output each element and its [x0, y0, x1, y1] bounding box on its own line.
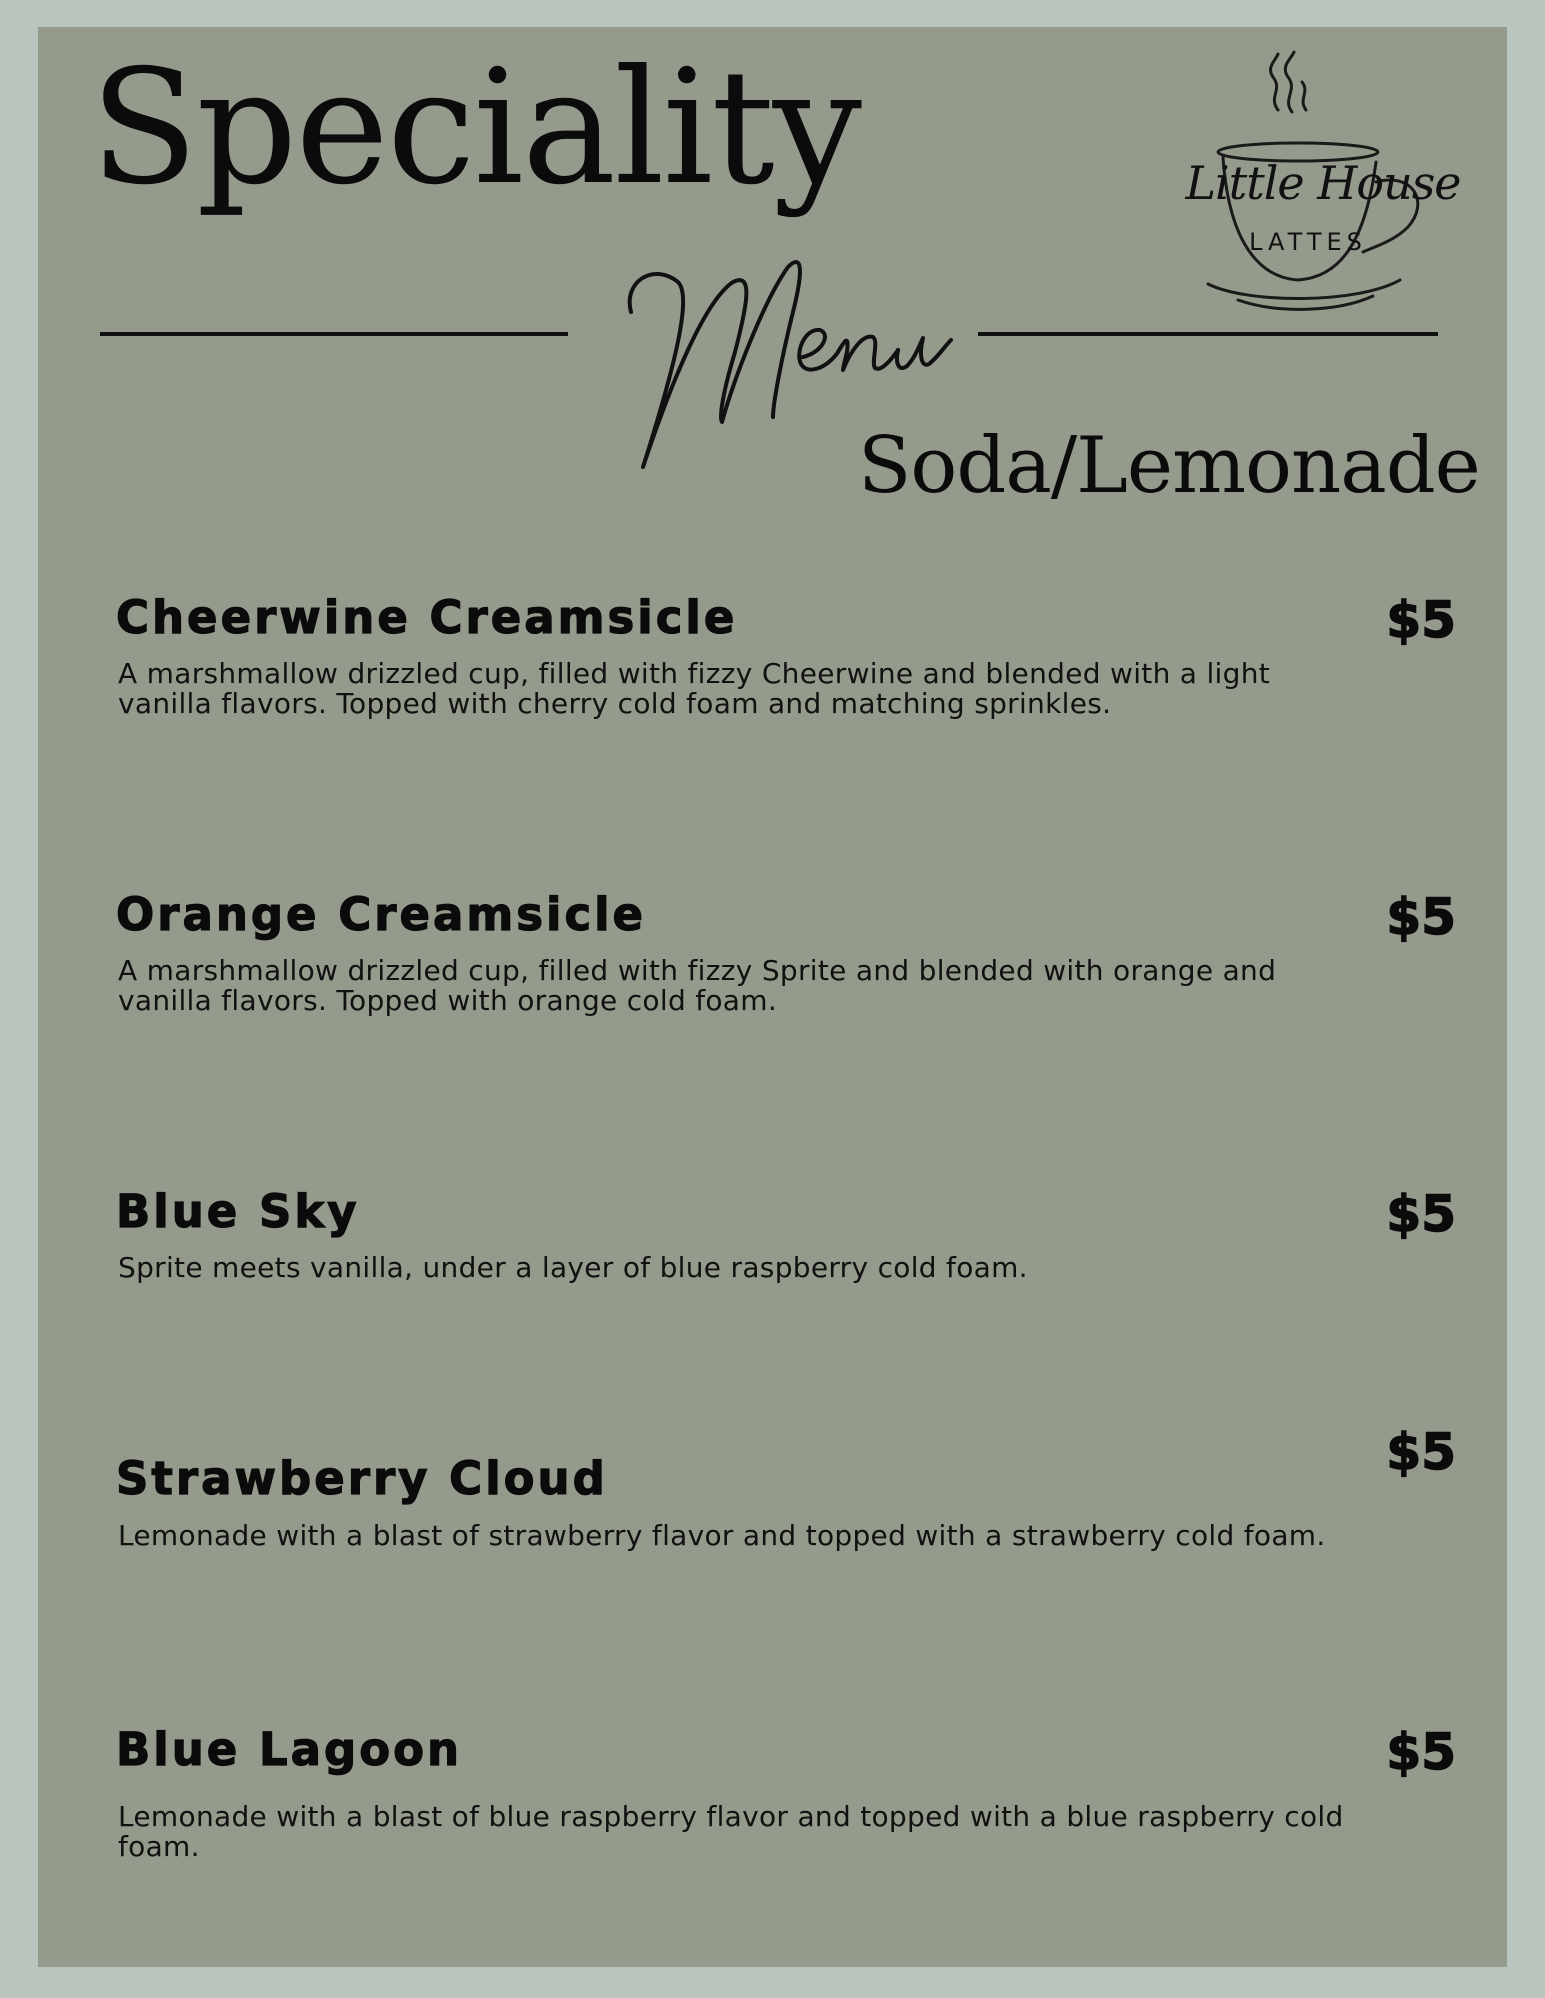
logo-name-caps: LATTES: [1249, 228, 1367, 256]
item-name: Orange Creamsicle: [116, 888, 647, 941]
item-price: $5: [1386, 1185, 1456, 1243]
item-name: Strawberry Cloud: [116, 1452, 608, 1505]
item-price: $5: [1386, 1723, 1456, 1781]
item-description: A marshmallow drizzled cup, filled with fizzy Cheerwine and blended with a light vanilla flavors. Topped with cherry cold foam and matching sprinkles.: [118, 657, 1271, 720]
divider-right: [978, 332, 1438, 336]
item-price: $5: [1386, 591, 1456, 649]
item-description: Lemonade with a blast of strawberry flavor and topped with a strawberry cold foam.: [118, 1519, 1326, 1552]
menu-subtitle: Soda/Lemonade: [858, 421, 1480, 511]
logo: [1168, 52, 1468, 322]
item-description: Sprite meets vanilla, under a layer of blue raspberry cold foam.: [118, 1251, 1028, 1284]
logo-name-script: Little House: [1185, 156, 1461, 210]
item-name: Cheerwine Creamsicle: [116, 591, 738, 644]
item-name: Blue Lagoon: [116, 1723, 463, 1776]
item-description: A marshmallow drizzled cup, filled with fizzy Sprite and blended with orange and vanilla flavors. Topped with orange cold foam.: [118, 954, 1277, 1017]
item-name: Blue Sky: [116, 1185, 360, 1238]
item-price: $5: [1386, 1423, 1456, 1481]
menu-panel: [38, 27, 1507, 1967]
item-description: Lemonade with a blast of blue raspberry flavor and topped with a blue raspberry cold foam.: [118, 1800, 1344, 1863]
divider-left: [100, 332, 568, 336]
item-price: $5: [1386, 888, 1456, 946]
menu-title: Speciality: [90, 36, 860, 220]
